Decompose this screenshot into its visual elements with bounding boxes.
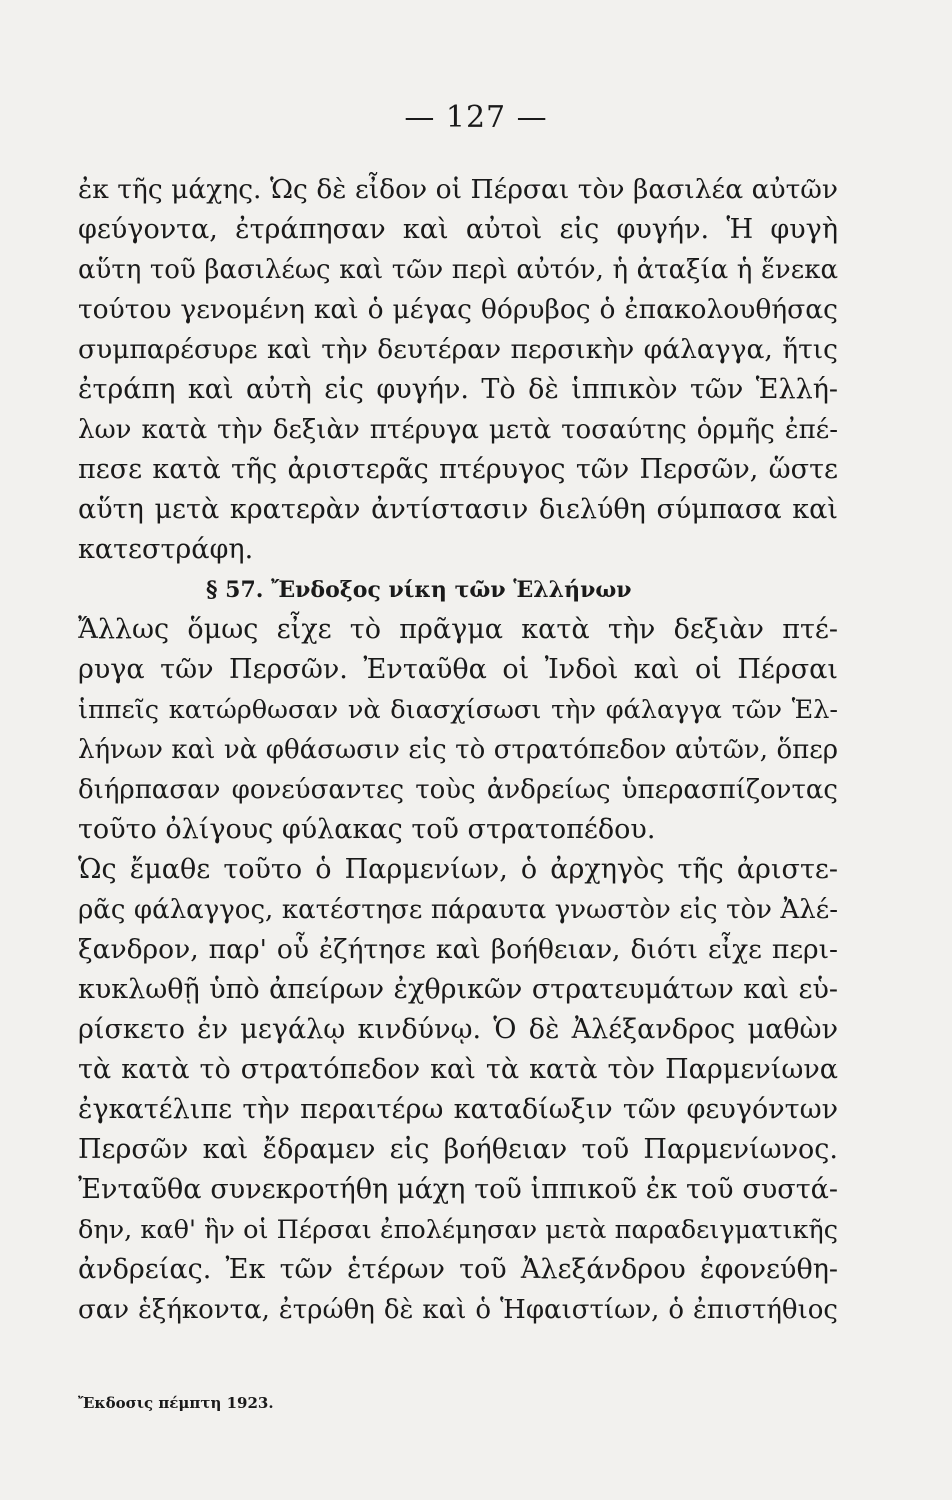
text-line: ἱππεῖς κατώρθωσαν νὰ διασχίσωσι τὴν φάλαγγα τῶν Ἑλ-	[78, 695, 838, 725]
text-line: ρίσκετο ἐν μεγάλῳ κινδύνῳ. Ὁ δὲ Ἀλέξανδρος μαθὼν	[78, 1014, 838, 1045]
text-line: Ὡς ἔμαθε τοῦτο ὁ Παρμενίων, ὁ ἀρχηγὸς τῆς ἀριστε-	[78, 854, 838, 885]
text-line: τούτου γενομένη καὶ ὁ μέγας θόρυβος ὁ ἐπακολουθήσας	[78, 294, 838, 325]
text-line: Ἐνταῦθα συνεκροτήθη μάχη τοῦ ἱππικοῦ ἐκ τοῦ συστά-	[78, 1174, 838, 1205]
edition-note: Ἔκδοσις πέμπτη 1923.	[78, 1394, 274, 1412]
text-line: κατεστράφη.	[78, 534, 254, 565]
text-line: αὕτη τοῦ βασιλέως καὶ τῶν περὶ αὐτόν, ἡ ἀταξία ἡ ἕνεκα	[78, 255, 838, 285]
text-line: αὕτη μετὰ κρατερὰν ἀντίστασιν διελύθη σύμπασα καὶ	[78, 494, 838, 525]
text-line: ρᾶς φάλαγγος, κατέστησε πάραυτα γνωστὸν εἰς τὸν Ἀλέ-	[78, 895, 838, 925]
text-line: σαν ἑξήκοντα, ἐτρώθη δὲ καὶ ὁ Ἡφαιστίων, ὁ ἐπιστήθιος	[78, 1295, 838, 1325]
page-number: — 127 —	[404, 100, 548, 135]
text-line: ρυγα τῶν Περσῶν. Ἐνταῦθα οἱ Ἰνδοὶ καὶ οἱ Πέρσαι	[78, 654, 838, 685]
text-line: συμπαρέσυρε καὶ τὴν δευτέραν περσικὴν φάλαγγα, ἥτις	[78, 334, 838, 365]
section-heading: § 57. Ἔνδοξος νίκη τῶν Ἑλλήνων	[206, 577, 632, 603]
text-line: ἐγκατέλιπε τὴν περαιτέρω καταδίωξιν τῶν φευγόντων	[78, 1094, 838, 1125]
text-line: πεσε κατὰ τῆς ἀριστερᾶς πτέρυγος τῶν Περσῶν, ὥστε	[78, 454, 838, 485]
text-line: Ἄλλως ὅμως εἶχε τὸ πρᾶγμα κατὰ τὴν δεξιὰν πτέ-	[78, 614, 838, 645]
text-line: λων κατὰ τὴν δεξιὰν πτέρυγα μετὰ τοσαύτης ὁρμῆς ἐπέ-	[78, 415, 838, 445]
text-line: λήνων καὶ νὰ φθάσωσιν εἰς τὸ στρατόπεδον αὐτῶν, ὅπερ	[78, 735, 838, 765]
text-line: ἐκ τῆς μάχης. Ὡς δὲ εἶδον οἱ Πέρσαι τὸν βασιλέα αὐτῶν	[78, 174, 838, 205]
text-line: ξανδρον, παρ' οὗ ἐζήτησε καὶ βοήθειαν, διότι εἶχε περι-	[78, 934, 838, 965]
body-text	[78, 170, 838, 1330]
text-line: δην, καθ' ἣν οἱ Πέρσαι ἐπολέμησαν μετὰ παραδειγματικῆς	[78, 1215, 838, 1245]
text-line: φεύγοντα, ἐτράπησαν καὶ αὐτοὶ εἰς φυγήν. Ἡ φυγὴ	[78, 214, 838, 245]
text-line: ἐτράπη καὶ αὐτὴ εἰς φυγήν. Τὸ δὲ ἱππικὸν τῶν Ἑλλή-	[78, 374, 838, 405]
text-line: ἀνδρείας. Ἐκ τῶν ἑτέρων τοῦ Ἀλεξάνδρου ἐφονεύθη-	[78, 1254, 838, 1285]
text-line: Περσῶν καὶ ἔδραμεν εἰς βοήθειαν τοῦ Παρμενίωνος.	[78, 1134, 838, 1165]
text-line: τοῦτο ὀλίγους φύλακας τοῦ στρατοπέδου.	[78, 814, 656, 845]
text-line: τὰ κατὰ τὸ στρατόπεδον καὶ τὰ κατὰ τὸν Παρμενίωνα	[78, 1054, 838, 1085]
text-line: κυκλωθῇ ὑπὸ ἀπείρων ἐχθρικῶν στρατευμάτων καὶ εὑ-	[78, 974, 838, 1005]
text-line: διήρπασαν φονεύσαντες τοὺς ἀνδρείως ὑπερασπίζοντας	[78, 775, 838, 805]
